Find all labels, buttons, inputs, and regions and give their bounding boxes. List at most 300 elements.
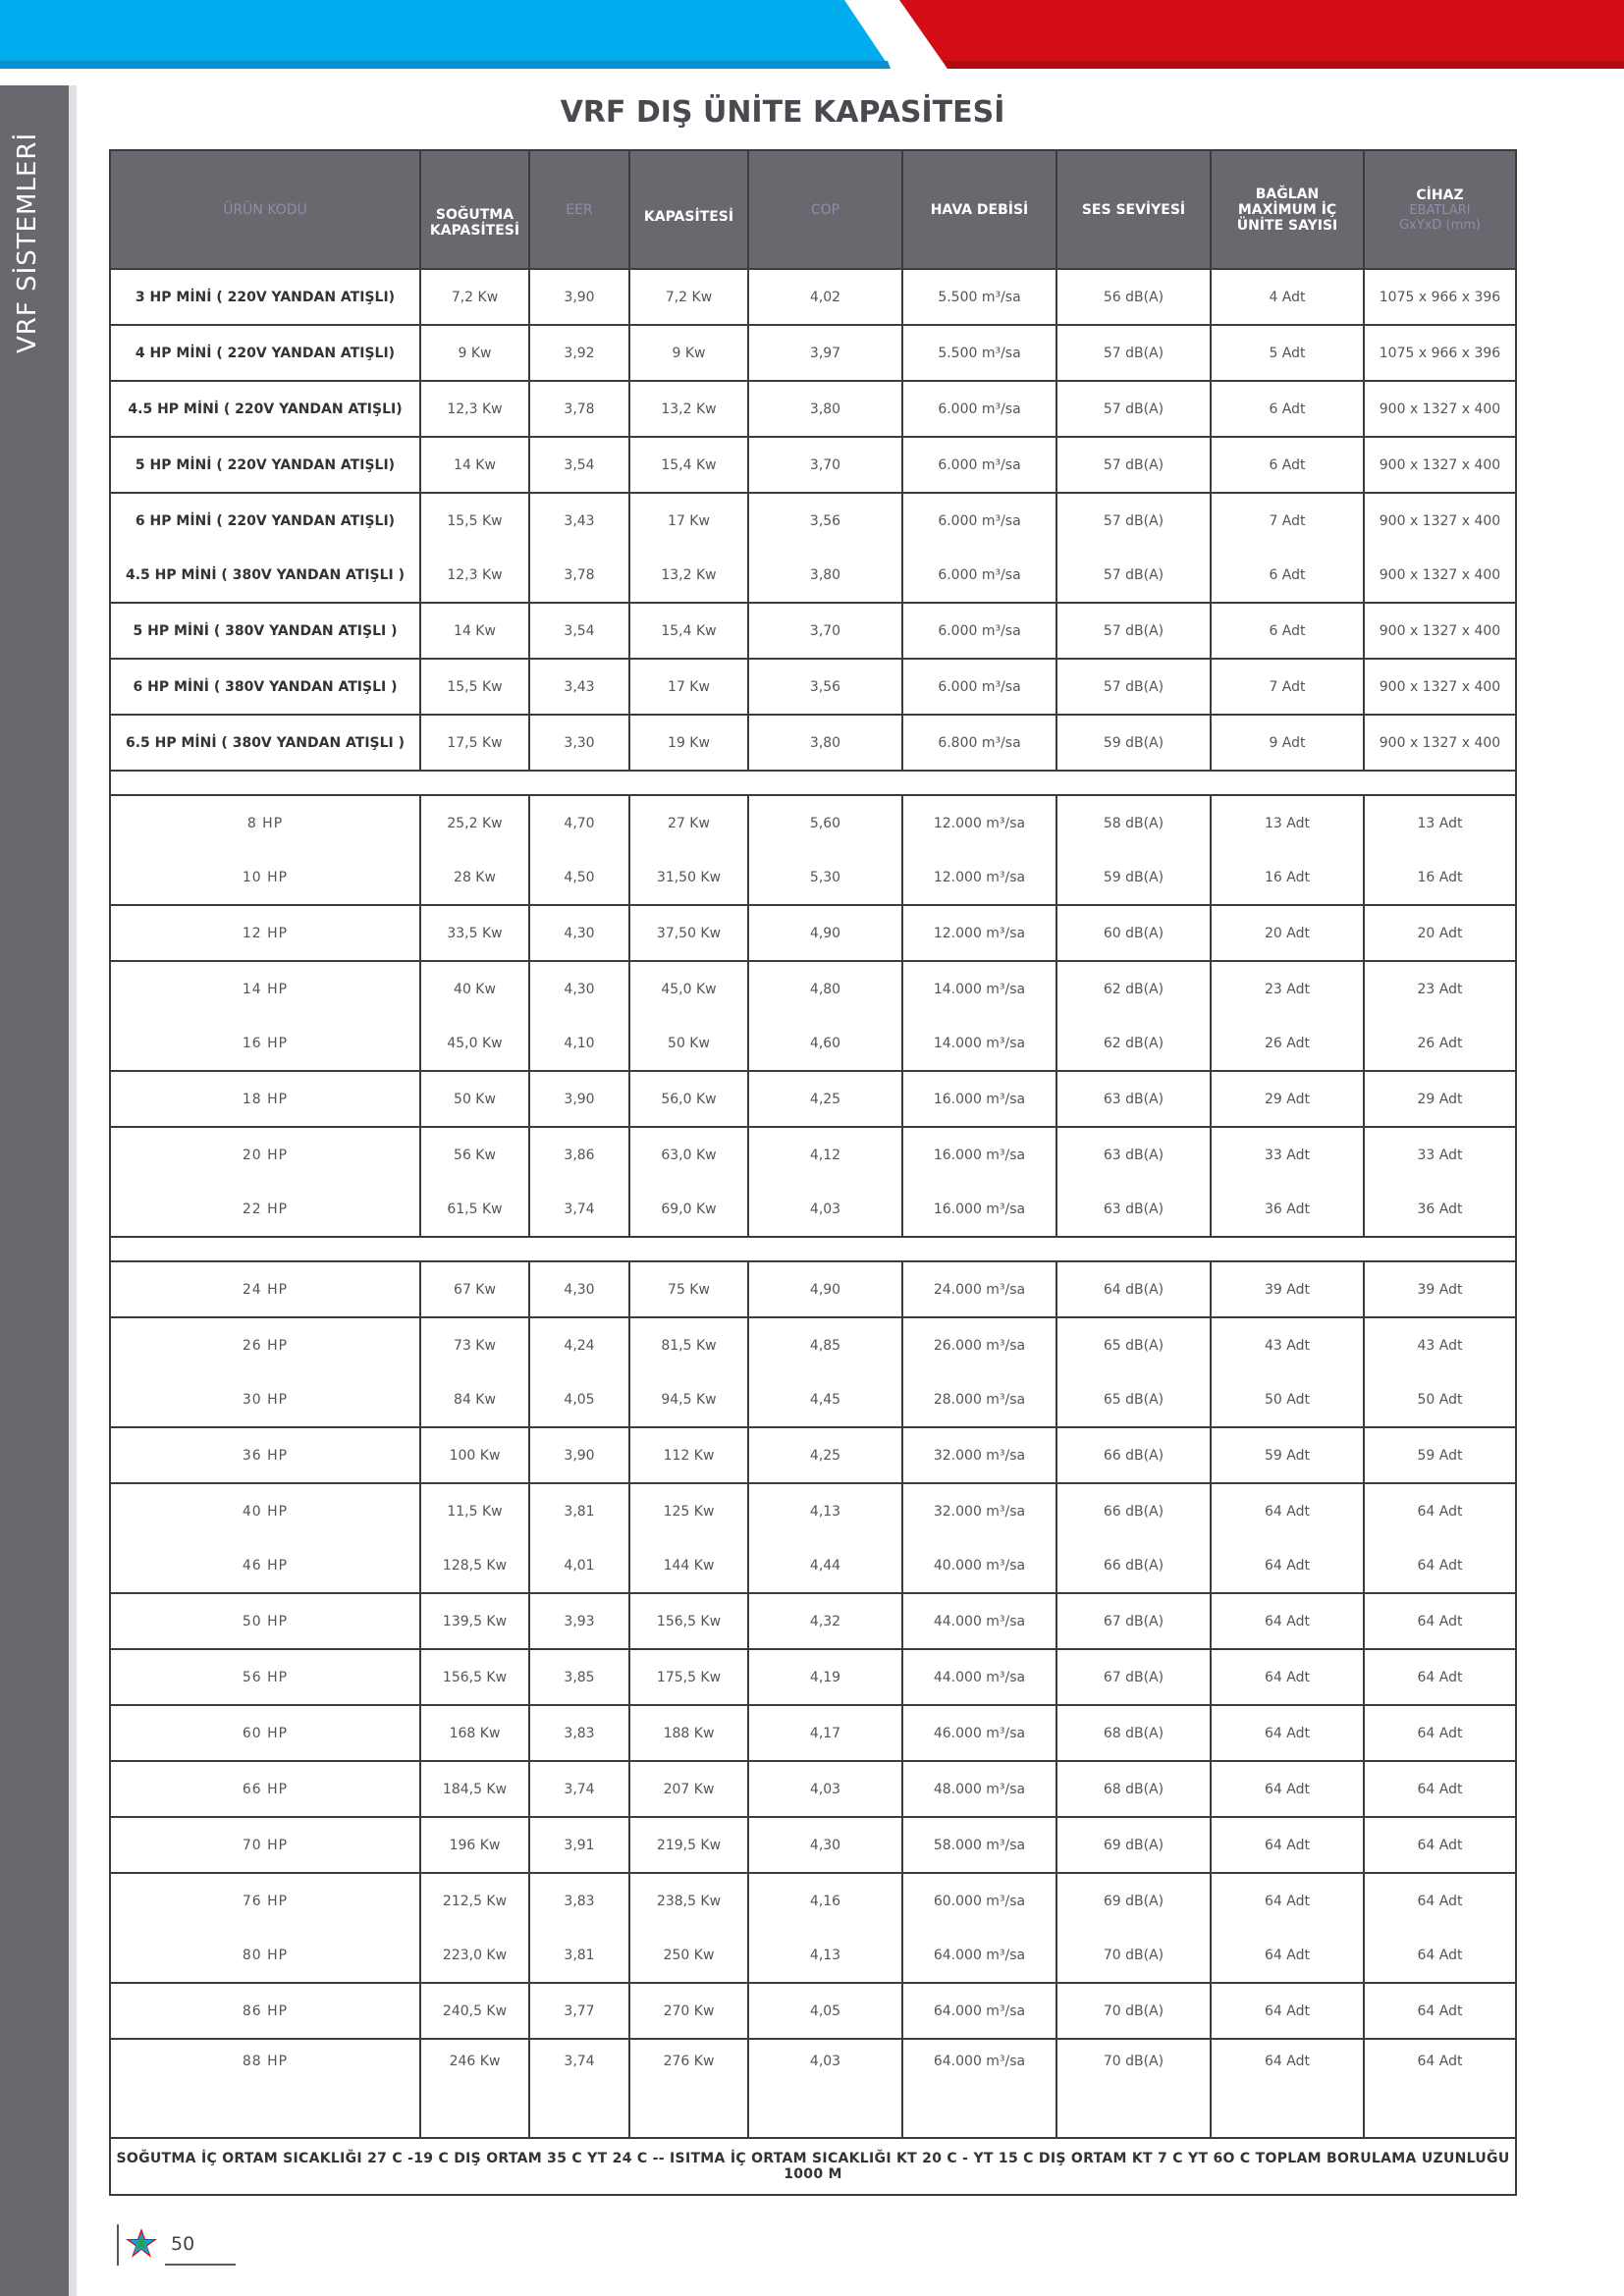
table-cell: 57 dB(A) xyxy=(1056,659,1211,715)
table-cell: 64 Adt xyxy=(1211,1483,1364,1538)
table-cell: 32.000 m³/sa xyxy=(902,1483,1056,1538)
header-eer: EER xyxy=(529,150,629,269)
table-cell: 5.500 m³/sa xyxy=(902,269,1056,325)
table-cell: 56,0 Kw xyxy=(629,1071,748,1127)
cell-model: 66 HP xyxy=(110,1761,420,1817)
table-cell: 6.000 m³/sa xyxy=(902,493,1056,548)
table-cell: 4,17 xyxy=(748,1705,902,1761)
table-cell: 69 dB(A) xyxy=(1056,1873,1211,1928)
table-cell: 207 Kw xyxy=(629,1761,748,1817)
table-cell: 112 Kw xyxy=(629,1427,748,1483)
table-cell: 3,86 xyxy=(529,1127,629,1182)
table-row xyxy=(110,1127,1516,1182)
cell-model: 26 HP xyxy=(110,1317,420,1372)
table-cell: 4,25 xyxy=(748,1427,902,1483)
table-cell: 5.500 m³/sa xyxy=(902,325,1056,381)
table-cell: 32.000 m³/sa xyxy=(902,1427,1056,1483)
table-cell: 64 Adt xyxy=(1211,1873,1364,1928)
table-cell: 900 x 1327 x 400 xyxy=(1364,603,1516,659)
table-cell: 128,5 Kw xyxy=(420,1538,529,1593)
table-cell: 156,5 Kw xyxy=(629,1593,748,1649)
table-cell: 64 Adt xyxy=(1364,2039,1516,2138)
table-cell: 12.000 m³/sa xyxy=(902,795,1056,850)
table-cell: 4,25 xyxy=(748,1071,902,1127)
table-row xyxy=(110,325,1516,381)
table-cell: 6 Adt xyxy=(1211,381,1364,437)
header-capacity xyxy=(629,150,748,269)
table-footnote: SOĞUTMA İÇ ORTAM SICAKLIĞI 27 C -19 C DIŞ ORTAM 35 C YT 24 C -- ISITMA İÇ ORTAM SICAKLIĞI KT 20 C - YT 15 C DIŞ ORTAM KT 7 C YT 6O C TOPLAM BORULAMA UZUNLUĞU 1000 M xyxy=(110,2138,1516,2195)
cell-model: 4 HP MİNİ ( 220V YANDAN ATIŞLI) xyxy=(110,325,420,381)
table-cell: 4 Adt xyxy=(1211,269,1364,325)
table-cell: 15,5 Kw xyxy=(420,493,529,548)
cell-model: 60 HP xyxy=(110,1705,420,1761)
table-cell: 4,30 xyxy=(748,1817,902,1873)
table-cell: 184,5 Kw xyxy=(420,1761,529,1817)
table-cell: 3,81 xyxy=(529,1928,629,1983)
table-row xyxy=(110,850,1516,905)
cell-model: 88 HP xyxy=(110,2039,420,2138)
table-cell: 9 Kw xyxy=(420,325,529,381)
table-row xyxy=(110,437,1516,493)
table-cell: 43 Adt xyxy=(1211,1317,1364,1372)
table-cell: 3,56 xyxy=(748,493,902,548)
page-title xyxy=(0,95,1571,130)
table-cell: 29 Adt xyxy=(1211,1071,1364,1127)
table-cell: 26 Adt xyxy=(1364,1016,1516,1071)
table-cell: 39 Adt xyxy=(1364,1261,1516,1317)
table-cell: 36 Adt xyxy=(1364,1182,1516,1237)
table-cell: 23 Adt xyxy=(1211,961,1364,1016)
table-cell: 28.000 m³/sa xyxy=(902,1372,1056,1427)
table-cell: 196 Kw xyxy=(420,1817,529,1873)
table-cell: 3,91 xyxy=(529,1817,629,1873)
table-spacer-row xyxy=(110,771,1516,795)
table-cell: 156,5 Kw xyxy=(420,1649,529,1705)
table-cell: 13 Adt xyxy=(1211,795,1364,850)
cell-model: 4.5 HP MİNİ ( 380V YANDAN ATIŞLI ) xyxy=(110,548,420,603)
cell-model: 46 HP xyxy=(110,1538,420,1593)
table-cell: 3,81 xyxy=(529,1483,629,1538)
table-cell: 66 dB(A) xyxy=(1056,1538,1211,1593)
table-cell: 250 Kw xyxy=(629,1928,748,1983)
table-row xyxy=(110,795,1516,850)
table-cell: 14 Kw xyxy=(420,603,529,659)
table-cell: 81,5 Kw xyxy=(629,1317,748,1372)
table-cell: 60.000 m³/sa xyxy=(902,1873,1056,1928)
table-row xyxy=(110,1182,1516,1237)
table-cell: 240,5 Kw xyxy=(420,1983,529,2039)
table-cell: 69,0 Kw xyxy=(629,1182,748,1237)
table-cell: 17 Kw xyxy=(629,659,748,715)
header-cooling-text: SOĞUTMA KAPASİTESİ xyxy=(429,206,520,239)
table-cell: 63 dB(A) xyxy=(1056,1182,1211,1237)
sidebar-label: VRF SİSTEMLERİ xyxy=(13,132,42,353)
header-model: ÜRÜN KODU xyxy=(110,150,420,269)
cell-model: 70 HP xyxy=(110,1817,420,1873)
page-number-bar xyxy=(117,2224,119,2266)
table-footnote-row xyxy=(110,2138,1516,2195)
table-cell: 44.000 m³/sa xyxy=(902,1593,1056,1649)
table-cell: 6.000 m³/sa xyxy=(902,548,1056,603)
table-cell: 70 dB(A) xyxy=(1056,1983,1211,2039)
table-cell: 6.000 m³/sa xyxy=(902,437,1056,493)
table-cell: 59 Adt xyxy=(1364,1427,1516,1483)
page-title-text: VRF DIŞ ÜNİTE KAPASİTESİ xyxy=(560,95,1005,130)
table-cell: 23 Adt xyxy=(1364,961,1516,1016)
table-cell: 4,02 xyxy=(748,269,902,325)
table-cell: 60 dB(A) xyxy=(1056,905,1211,961)
cell-model: 10 HP xyxy=(110,850,420,905)
cell-model: 6 HP MİNİ ( 380V YANDAN ATIŞLI ) xyxy=(110,659,420,715)
table-cell: 276 Kw xyxy=(629,2039,748,2138)
capacity-table-wrapper xyxy=(109,149,1515,2196)
table-cell: 17,5 Kw xyxy=(420,715,529,771)
table-cell: 19 Kw xyxy=(629,715,748,771)
table-cell: 64 Adt xyxy=(1364,1649,1516,1705)
table-cell: 48.000 m³/sa xyxy=(902,1761,1056,1817)
table-cell: 16.000 m³/sa xyxy=(902,1182,1056,1237)
table-cell: 7 Adt xyxy=(1211,659,1364,715)
table-row xyxy=(110,1016,1516,1071)
table-cell: 61,5 Kw xyxy=(420,1182,529,1237)
table-cell: 64 Adt xyxy=(1364,1538,1516,1593)
table-cell: 7,2 Kw xyxy=(420,269,529,325)
table-row xyxy=(110,269,1516,325)
table-cell: 66 dB(A) xyxy=(1056,1427,1211,1483)
table-cell: 4,19 xyxy=(748,1649,902,1705)
table-cell: 15,5 Kw xyxy=(420,659,529,715)
table-cell: 4,80 xyxy=(748,961,902,1016)
table-cell: 31,50 Kw xyxy=(629,850,748,905)
table-cell: 4,32 xyxy=(748,1593,902,1649)
cell-model: 24 HP xyxy=(110,1261,420,1317)
table-cell: 94,5 Kw xyxy=(629,1372,748,1427)
table-cell: 4,30 xyxy=(529,905,629,961)
table-cell: 45,0 Kw xyxy=(420,1016,529,1071)
cell-model: 6 HP MİNİ ( 220V YANDAN ATIŞLI) xyxy=(110,493,420,548)
table-cell: 3,43 xyxy=(529,493,629,548)
header-dimensions-sub2: GxYxD (mm) xyxy=(1398,217,1481,233)
table-cell: 66 dB(A) xyxy=(1056,1483,1211,1538)
table-cell: 44.000 m³/sa xyxy=(902,1649,1056,1705)
table-cell: 64 Adt xyxy=(1211,1538,1364,1593)
cell-model: 16 HP xyxy=(110,1016,420,1071)
table-cell: 73 Kw xyxy=(420,1317,529,1372)
table-cell: 15,4 Kw xyxy=(629,437,748,493)
table-cell: 40 Kw xyxy=(420,961,529,1016)
table-cell: 59 dB(A) xyxy=(1056,715,1211,771)
table-cell: 46.000 m³/sa xyxy=(902,1705,1056,1761)
table-cell: 33,5 Kw xyxy=(420,905,529,961)
cell-model: 40 HP xyxy=(110,1483,420,1538)
header-airflow: HAVA DEBİSİ xyxy=(902,150,1056,269)
table-cell: 68 dB(A) xyxy=(1056,1761,1211,1817)
table-cell: 175,5 Kw xyxy=(629,1649,748,1705)
table-cell: 188 Kw xyxy=(629,1705,748,1761)
table-cell: 4,70 xyxy=(529,795,629,850)
table-cell: 3,77 xyxy=(529,1983,629,2039)
table-row xyxy=(110,493,1516,548)
table-cell: 26 Adt xyxy=(1211,1016,1364,1071)
table-cell: 70 dB(A) xyxy=(1056,1928,1211,1983)
table-cell: 270 Kw xyxy=(629,1983,748,2039)
table-cell: 26.000 m³/sa xyxy=(902,1317,1056,1372)
table-cell: 212,5 Kw xyxy=(420,1873,529,1928)
cell-model: 80 HP xyxy=(110,1928,420,1983)
table-cell: 64 Adt xyxy=(1211,1649,1364,1705)
header-max-units: BAĞLAN MAXİMUM İÇ ÜNİTE SAYISI xyxy=(1211,150,1364,269)
table-row xyxy=(110,1317,1516,1372)
table-cell: 3,97 xyxy=(748,325,902,381)
table-cell: 64 Adt xyxy=(1211,1817,1364,1873)
table-cell: 64 Adt xyxy=(1364,1705,1516,1761)
cell-model: 18 HP xyxy=(110,1071,420,1127)
table-cell: 238,5 Kw xyxy=(629,1873,748,1928)
table-cell: 16 Adt xyxy=(1364,850,1516,905)
table-cell: 3,78 xyxy=(529,548,629,603)
table-cell: 3,78 xyxy=(529,381,629,437)
table-cell: 64 Adt xyxy=(1364,1483,1516,1538)
table-row xyxy=(110,1372,1516,1427)
table-cell: 6.000 m³/sa xyxy=(902,603,1056,659)
table-cell: 5,60 xyxy=(748,795,902,850)
table-cell: 6.800 m³/sa xyxy=(902,715,1056,771)
table-cell: 50 Adt xyxy=(1364,1372,1516,1427)
cell-model: 5 HP MİNİ ( 220V YANDAN ATIŞLI) xyxy=(110,437,420,493)
table-cell: 68 dB(A) xyxy=(1056,1705,1211,1761)
table-cell: 6 Adt xyxy=(1211,603,1364,659)
table-cell: 3,85 xyxy=(529,1649,629,1705)
table-cell: 3,80 xyxy=(748,715,902,771)
table-cell: 63 dB(A) xyxy=(1056,1127,1211,1182)
table-cell: 20 Adt xyxy=(1364,905,1516,961)
table-cell: 3,93 xyxy=(529,1593,629,1649)
table-cell: 14.000 m³/sa xyxy=(902,961,1056,1016)
table-row xyxy=(110,1649,1516,1705)
table-cell: 64.000 m³/sa xyxy=(902,2039,1056,2138)
table-cell: 63 dB(A) xyxy=(1056,1071,1211,1127)
table-cell: 67 dB(A) xyxy=(1056,1649,1211,1705)
table-cell: 3,70 xyxy=(748,437,902,493)
table-row xyxy=(110,603,1516,659)
sidebar-stripe xyxy=(69,85,77,2296)
table-cell: 67 Kw xyxy=(420,1261,529,1317)
cell-model: 36 HP xyxy=(110,1427,420,1483)
table-cell: 3,54 xyxy=(529,603,629,659)
table-cell: 4,03 xyxy=(748,2039,902,2138)
table-cell: 1075 x 966 x 396 xyxy=(1364,269,1516,325)
table-cell: 900 x 1327 x 400 xyxy=(1364,715,1516,771)
table-cell: 64 Adt xyxy=(1211,2039,1364,2138)
header-capacity-text: KAPASİTESİ xyxy=(643,208,734,225)
table-cell: 64 Adt xyxy=(1211,1983,1364,2039)
table-cell: 4,24 xyxy=(529,1317,629,1372)
table-cell: 64 Adt xyxy=(1211,1761,1364,1817)
table-cell: 4,50 xyxy=(529,850,629,905)
page-number: 50 xyxy=(171,2233,195,2255)
table-cell: 15,4 Kw xyxy=(629,603,748,659)
table-cell: 246 Kw xyxy=(420,2039,529,2138)
table-cell: 3,43 xyxy=(529,659,629,715)
table-cell: 4,05 xyxy=(529,1372,629,1427)
header-dimensions-title: CİHAZ xyxy=(1416,187,1464,203)
table-cell: 56 dB(A) xyxy=(1056,269,1211,325)
table-cell: 4,90 xyxy=(748,1261,902,1317)
table-cell: 3,56 xyxy=(748,659,902,715)
table-row xyxy=(110,1705,1516,1761)
table-cell: 84 Kw xyxy=(420,1372,529,1427)
table-cell: 67 dB(A) xyxy=(1056,1593,1211,1649)
table-cell: 12.000 m³/sa xyxy=(902,850,1056,905)
cell-model: 12 HP xyxy=(110,905,420,961)
table-cell: 4,01 xyxy=(529,1538,629,1593)
table-cell: 64 Adt xyxy=(1364,1593,1516,1649)
table-row xyxy=(110,715,1516,771)
table-cell: 7 Adt xyxy=(1211,493,1364,548)
table-row xyxy=(110,1928,1516,1983)
table-cell: 4,12 xyxy=(748,1127,902,1182)
table-cell: 40.000 m³/sa xyxy=(902,1538,1056,1593)
table-cell: 4,10 xyxy=(529,1016,629,1071)
cell-model: 30 HP xyxy=(110,1372,420,1427)
table-cell: 3,90 xyxy=(529,1071,629,1127)
table-cell: 20 Adt xyxy=(1211,905,1364,961)
table-cell: 64 Adt xyxy=(1364,1817,1516,1873)
table-row xyxy=(110,659,1516,715)
table-cell: 57 dB(A) xyxy=(1056,381,1211,437)
table-cell: 50 Kw xyxy=(629,1016,748,1071)
table-cell: 64 Adt xyxy=(1211,1928,1364,1983)
table-cell: 4,30 xyxy=(529,961,629,1016)
table-cell: 43 Adt xyxy=(1364,1317,1516,1372)
table-cell: 65 dB(A) xyxy=(1056,1317,1211,1372)
table-cell: 12.000 m³/sa xyxy=(902,905,1056,961)
table-row xyxy=(110,548,1516,603)
table-cell: 100 Kw xyxy=(420,1427,529,1483)
table-cell: 69 dB(A) xyxy=(1056,1817,1211,1873)
table-cell: 4,05 xyxy=(748,1983,902,2039)
table-cell: 64 Adt xyxy=(1364,1928,1516,1983)
table-cell: 6 Adt xyxy=(1211,437,1364,493)
sidebar xyxy=(0,85,77,2296)
table-cell: 6 Adt xyxy=(1211,548,1364,603)
table-cell: 3,90 xyxy=(529,269,629,325)
table-cell: 25,2 Kw xyxy=(420,795,529,850)
table-row xyxy=(110,381,1516,437)
table-cell: 27 Kw xyxy=(629,795,748,850)
table-row xyxy=(110,1538,1516,1593)
table-cell: 900 x 1327 x 400 xyxy=(1364,659,1516,715)
table-cell: 37,50 Kw xyxy=(629,905,748,961)
table-cell: 4,45 xyxy=(748,1372,902,1427)
table-cell: 63,0 Kw xyxy=(629,1127,748,1182)
table-cell: 12,3 Kw xyxy=(420,381,529,437)
table-cell: 9 Kw xyxy=(629,325,748,381)
table-cell: 33 Adt xyxy=(1364,1127,1516,1182)
table-cell: 3,30 xyxy=(529,715,629,771)
table-cell: 16.000 m³/sa xyxy=(902,1127,1056,1182)
table-cell: 144 Kw xyxy=(629,1538,748,1593)
table-cell: 139,5 Kw xyxy=(420,1593,529,1649)
header-cooling xyxy=(420,150,529,269)
table-cell: 7,2 Kw xyxy=(629,269,748,325)
table-cell: 57 dB(A) xyxy=(1056,548,1211,603)
table-cell: 3,90 xyxy=(529,1427,629,1483)
table-cell: 168 Kw xyxy=(420,1705,529,1761)
table-cell: 900 x 1327 x 400 xyxy=(1364,493,1516,548)
header-sound: SES SEVİYESİ xyxy=(1056,150,1211,269)
table-cell: 33 Adt xyxy=(1211,1127,1364,1182)
table-cell: 3,54 xyxy=(529,437,629,493)
top-banner xyxy=(0,0,1624,74)
capacity-table xyxy=(109,149,1517,2196)
table-cell: 64.000 m³/sa xyxy=(902,1928,1056,1983)
table-cell: 64 dB(A) xyxy=(1056,1261,1211,1317)
table-cell: 3,83 xyxy=(529,1705,629,1761)
table-cell: 75 Kw xyxy=(629,1261,748,1317)
table-cell: 4,85 xyxy=(748,1317,902,1372)
table-row xyxy=(110,1071,1516,1127)
table-cell: 4,90 xyxy=(748,905,902,961)
table-cell: 58.000 m³/sa xyxy=(902,1817,1056,1873)
table-cell: 62 dB(A) xyxy=(1056,961,1211,1016)
table-row xyxy=(110,905,1516,961)
page-number-rule xyxy=(165,2264,236,2266)
table-cell: 65 dB(A) xyxy=(1056,1372,1211,1427)
cell-model: 6.5 HP MİNİ ( 380V YANDAN ATIŞLI ) xyxy=(110,715,420,771)
cell-model: 4.5 HP MİNİ ( 220V YANDAN ATIŞLI) xyxy=(110,381,420,437)
table-cell: 59 Adt xyxy=(1211,1427,1364,1483)
table-cell: 6.000 m³/sa xyxy=(902,659,1056,715)
table-cell: 64 Adt xyxy=(1364,1873,1516,1928)
table-cell: 3,83 xyxy=(529,1873,629,1928)
table-cell: 11,5 Kw xyxy=(420,1483,529,1538)
table-cell: 64 Adt xyxy=(1364,1983,1516,2039)
cell-model: 86 HP xyxy=(110,1983,420,2039)
table-cell: 5,30 xyxy=(748,850,902,905)
table-spacer-row xyxy=(110,1237,1516,1261)
table-cell: 14.000 m³/sa xyxy=(902,1016,1056,1071)
table-cell: 16.000 m³/sa xyxy=(902,1071,1056,1127)
table-row xyxy=(110,1761,1516,1817)
table-cell: 3,92 xyxy=(529,325,629,381)
table-cell: 900 x 1327 x 400 xyxy=(1364,437,1516,493)
table-cell: 64 Adt xyxy=(1211,1593,1364,1649)
table-cell: 29 Adt xyxy=(1364,1071,1516,1127)
cell-model: 3 HP MİNİ ( 220V YANDAN ATIŞLI) xyxy=(110,269,420,325)
table-cell: 64 Adt xyxy=(1364,1761,1516,1817)
table-cell: 58 dB(A) xyxy=(1056,795,1211,850)
table-row xyxy=(110,1983,1516,2039)
table-cell: 13,2 Kw xyxy=(629,548,748,603)
table-cell: 4,03 xyxy=(748,1761,902,1817)
table-cell: 12,3 Kw xyxy=(420,548,529,603)
cell-model: 56 HP xyxy=(110,1649,420,1705)
table-cell: 62 dB(A) xyxy=(1056,1016,1211,1071)
table-cell: 57 dB(A) xyxy=(1056,437,1211,493)
table-cell: 16 Adt xyxy=(1211,850,1364,905)
cell-model: 8 HP xyxy=(110,795,420,850)
table-cell: 1075 x 966 x 396 xyxy=(1364,325,1516,381)
table-spacer xyxy=(110,1237,1516,1261)
table-row xyxy=(110,1873,1516,1928)
cell-model: 50 HP xyxy=(110,1593,420,1649)
table-cell: 4,44 xyxy=(748,1538,902,1593)
table-cell: 39 Adt xyxy=(1211,1261,1364,1317)
table-header-row xyxy=(110,150,1516,269)
table-cell: 4,60 xyxy=(748,1016,902,1071)
table-cell: 57 dB(A) xyxy=(1056,603,1211,659)
